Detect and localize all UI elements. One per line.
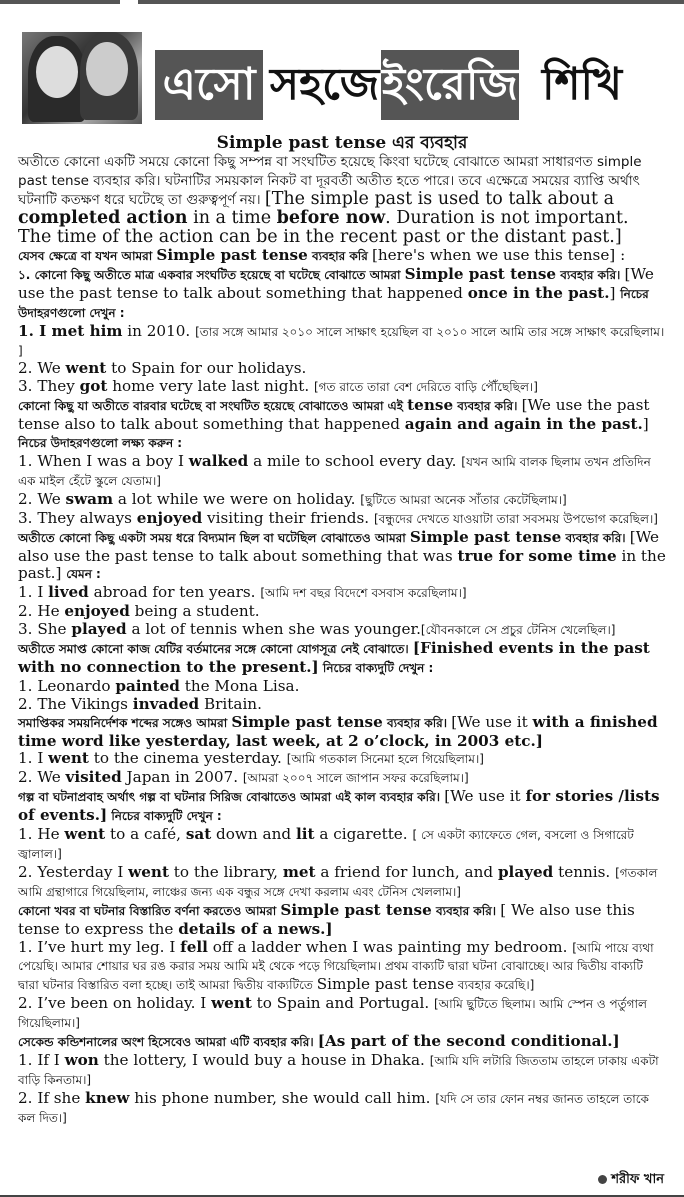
text: [We use it (451, 712, 533, 731)
author-name: শরীফ খান (611, 1172, 664, 1187)
text: [We use it (444, 787, 526, 806)
section-2-heading (18, 397, 666, 453)
text: 2. I’ve been on holiday. I (18, 994, 212, 1013)
text: Simple past tense (156, 246, 308, 264)
text: [যৌবনকালে সে প্রচুর টেনিস খেলেছিল।] (420, 623, 616, 638)
text: his phone number, she would call him. (129, 1088, 436, 1107)
text: 2. Yesterday I (18, 862, 129, 881)
text: কোনো খবর বা ঘটনার বিস্তারিত বর্ণনা করতেও আমরা (18, 903, 281, 918)
text: [We use the past tense also to talk about something that happened (18, 396, 650, 434)
text: Simple past tense (409, 527, 562, 546)
text: lit (295, 825, 315, 844)
article-body (18, 152, 666, 1128)
text: enjoyed (64, 602, 130, 621)
text: Simple past tense (404, 264, 557, 283)
example-line (18, 1090, 666, 1128)
example-line (18, 323, 666, 361)
text: [here's when we use this tense] : (371, 246, 626, 264)
text: [বন্ধুদের দেখতে যাওয়াটা তারা সবসময় উপভোগ করেছিল।] (373, 511, 658, 526)
text: a lot of tennis when she was younger. (126, 620, 421, 639)
text: [We use the past tense to talk about something that happened (18, 264, 654, 302)
text: to Spain and Portugal. (251, 994, 434, 1013)
text: visited (65, 768, 122, 787)
example-line (18, 769, 666, 788)
text: Simple past tense (280, 900, 432, 919)
text: tense (407, 396, 454, 415)
text: 2. The Vikings (18, 694, 133, 713)
text: কোনো কিছু যা অতীতে বারবার ঘটেছে বা সংঘটিত হয়েছে বোঝাতেও আমরা এই (18, 399, 408, 414)
text: got (79, 377, 108, 396)
example-line (18, 678, 666, 696)
text: a lot while we were on holiday. (113, 489, 361, 508)
text: 1. I (18, 583, 49, 602)
text: the Mona Lisa. (179, 676, 300, 695)
text: [যখন আমি বালক ছিলাম তখন প্রতিদিন এক মাইল হেঁটে স্কুলে যেতাম।] (18, 454, 651, 488)
text: Britain. (199, 694, 262, 713)
text: walked (188, 451, 249, 470)
masthead-word-2: সহজে (270, 59, 380, 110)
text: 1. When I was a boy I (18, 451, 189, 470)
section-7 (18, 902, 666, 1033)
example-line (18, 510, 666, 529)
text: Simple past tense (316, 975, 454, 994)
text: [ We also use this tense to express the (18, 900, 635, 938)
text: down and (211, 825, 296, 844)
example-line (18, 360, 666, 378)
text: to Spain for our holidays. (106, 359, 307, 378)
top-rule-right (138, 0, 684, 4)
article-title: Simple past tense এর ব্যবহার (216, 133, 468, 153)
text: ব্যবহার করি। (382, 715, 452, 730)
author-signature (598, 1170, 664, 1191)
example-line (18, 378, 666, 397)
text: [আমি ছুটিতে ছিলাম। আমি স্পেন ও পর্তুগাল গিয়েছিলাম।] (18, 997, 647, 1031)
section-4 (18, 640, 666, 714)
text: went (65, 359, 107, 378)
text: swam (65, 489, 114, 508)
intro-en-1: [The simple past is used to talk about a (264, 189, 615, 209)
text: গল্প বা ঘটনাপ্রবাহ অর্থাৎ গল্প বা ঘটনার সিরিজ বোঝাতেও আমরা এই কাল ব্যবহার করি। (18, 790, 445, 805)
intro-en-bold-2: before now (276, 208, 386, 228)
text: Simple past tense (231, 712, 383, 731)
example-line (18, 453, 666, 491)
text: [আমরা ২০০৭ সালে জাপান সফর করেছিলাম।] (242, 771, 469, 786)
text: যেমন : (66, 567, 101, 582)
text: in 2010. (122, 321, 196, 340)
section-7-heading (18, 902, 666, 939)
text: 1. He (18, 825, 65, 844)
section-4-heading (18, 640, 666, 678)
header-photo (22, 32, 142, 124)
top-rule (0, 0, 684, 6)
text: true for some time (457, 546, 617, 565)
bullet-icon (598, 1175, 607, 1184)
text: went (128, 862, 169, 881)
example-line (18, 584, 666, 603)
text: নিচের বাক্যদুটি দেখুন : (318, 660, 434, 675)
text: went (48, 749, 89, 768)
section-5 (18, 714, 666, 789)
example-line (18, 826, 666, 864)
intro-en-3: . Duration is not important. The time of the action can be in the recent past or the distant past.] (18, 208, 629, 247)
section-6-heading (18, 788, 666, 826)
text: ব্যবহার করি। (556, 267, 625, 282)
text: 2. If she (18, 1088, 86, 1107)
section-1-heading (18, 247, 666, 266)
text: যেসব ক্ষেত্রে বা যখন আমরা (18, 249, 157, 263)
section-3 (18, 529, 666, 640)
text: lived (48, 583, 89, 602)
example-line (18, 491, 666, 510)
text: অতীতে সমাপ্ত কোনো কাজ যেটির বর্তমানের সঙ্গে কোনো যোগসূত্র নেই বোঝাতে। (18, 642, 413, 657)
text: painted (115, 676, 180, 695)
section-2 (18, 397, 666, 528)
text: ] (609, 283, 621, 302)
text: sat (185, 825, 212, 844)
text: 3. They (18, 377, 80, 396)
example-line (18, 603, 666, 621)
text: again and again in the past. (404, 415, 643, 434)
text: to the cinema yesterday. (88, 749, 287, 768)
text: 1. If I (18, 1050, 65, 1069)
text: met (282, 862, 316, 881)
section-8-heading (18, 1033, 666, 1052)
text: ব্যবহার করি (307, 249, 372, 263)
example-line (18, 621, 666, 640)
section-5-heading (18, 714, 666, 751)
text: [ সে একটা ক্যাফেতে গেল, বসলো ও সিগারেট জ্বালাল।] (18, 828, 634, 861)
text: নিচের বাক্যদুটি দেখুন : (107, 809, 222, 824)
photo-face-right (86, 42, 128, 96)
text: 2. We (18, 359, 66, 378)
text: [ছুটিতে আমরা অনেক সাঁতার কেটেছিলাম।] (360, 492, 567, 507)
text: [তার সঙ্গে আমার ২০১০ সালে সাক্ষাৎ হয়েছিল বা ২০১০ সালে আমি তার সঙ্গে সাক্ষাৎ করেছিলাম। ] (18, 324, 665, 358)
example-line (18, 1052, 666, 1090)
intro-bangla: অতীতে কোনো একটি সময়ে কোনো কিছু সম্পন্ন বা সংঘটিত হয়েছে কিংবা ঘটেছে বোঝাতে আমরা সাধারণত simple past tense ব্যবহার করি। ঘটনাটির সময়কাল নিকট বা দূরবর্তী অতীত হতে পারে। তবে এক্ষেত্রে সময়ের ব্যাপ্তি অর্থাৎ ঘটনাটি কতক্ষণ ধরে ঘটেছে তা গুরুত্বপূর্ণ নয়। (18, 154, 642, 208)
text: 3. They always (18, 508, 137, 527)
text: [গত রাতে তারা বেশ দেরিতে বাড়ি পৌঁছেছিল।] (313, 380, 538, 395)
text: 1. I (18, 749, 49, 768)
text: invaded (132, 694, 200, 713)
text: in the past.] (18, 546, 666, 583)
masthead-word-1: এসো (155, 50, 263, 120)
text: ] (642, 415, 649, 434)
example-line (18, 750, 666, 769)
masthead-word-3: ইংরেজি (381, 50, 519, 120)
text: played (71, 620, 127, 639)
text: নিচের উদাহরণগুলো দেখুন : (18, 286, 649, 320)
text: [আমি দশ বছর বিদেশে বসবাস করেছিলাম।] (260, 586, 467, 601)
section-1 (18, 247, 666, 397)
text: the lottery, I would buy a house in Dhaka. (98, 1050, 430, 1069)
text: to a café, (105, 825, 186, 844)
text: সমাপ্তিকর সময়নির্দেশক শব্দের সঙ্গেও আমরা (18, 715, 232, 730)
masthead (0, 10, 684, 122)
text: abroad for ten years. (88, 583, 261, 602)
text: ব্যবহার করি। (431, 903, 501, 918)
text: ব্যবহার করি। (561, 530, 630, 545)
text: won (64, 1050, 99, 1069)
section-6 (18, 788, 666, 901)
text: Japan in 2007. (121, 768, 243, 787)
section-3-heading (18, 529, 666, 585)
section-1-rule (18, 266, 666, 323)
example-line (18, 864, 666, 902)
text: ব্যবহার করেছি।] (453, 978, 535, 993)
intro-en-bold-1: completed action (18, 208, 188, 228)
text: tennis. (553, 862, 616, 881)
example-line (18, 939, 666, 996)
example-line (18, 995, 666, 1033)
text: ব্যবহার করি। (453, 399, 522, 414)
text: ১. কোনো কিছু অতীতে মাত্র একবার সংঘটিত হয়েছে বা ঘটেছে বোঝাতে আমরা (18, 267, 405, 282)
text: to the library, (168, 862, 283, 881)
text: [As part of the second conditional.] (317, 1032, 620, 1051)
text: 1. Leonardo (18, 676, 116, 695)
text: 1. (18, 321, 40, 340)
text: fell (180, 937, 208, 956)
text: knew (85, 1088, 130, 1107)
intro-en-2: in a time (187, 208, 277, 228)
text: a friend for lunch, and (315, 862, 498, 881)
text: a mile to school every day. (248, 451, 462, 470)
text: নিচের উদাহরণগুলো লক্ষ্য করুন : (18, 436, 183, 451)
photo-face-left (36, 46, 78, 98)
text: played (497, 862, 554, 881)
text: went (211, 994, 252, 1013)
text: [আমি যদি লটারি জিততাম তাহলে ঢাকায় একটা বাড়ি কিনতাম।] (18, 1053, 659, 1087)
text: enjoyed (136, 508, 203, 527)
section-8 (18, 1033, 666, 1128)
text: [আমি পায়ে ব্যথা পেয়েছি। আমার শোয়ার ঘর রঙ করার সময় আমি মই থেকে পড়ে গিয়েছিলাম। প্রথম বাক্যটি দ্বারা ঘটনা বোঝাচ্ছে। আর দ্বিতীয় বাক্যটি দ্বারা ঘটনার বিস্তারিত বলা হচ্ছে। তাই আমরা দ্বিতীয় বাক্যটিতে (18, 940, 654, 993)
text: went (64, 825, 106, 844)
text: [যদি সে তার ফোন নম্বর জানত তাহলে তাকে কল দিত।] (18, 1091, 649, 1125)
top-rule-left (0, 0, 120, 4)
example-line (18, 696, 666, 714)
text: [Finished events in the past with no connection to the present.] (18, 639, 650, 676)
text: [আমি গতকাল সিনেমা হলে গিয়েছিলাম।] (286, 752, 484, 767)
text: with a finished time word like yesterday, last week, at 2 o’clock, in 2003 etc.] (18, 712, 658, 750)
text: 3. She (18, 620, 72, 639)
text: I met him (39, 321, 123, 340)
masthead-word-4: শিখি (541, 59, 623, 110)
text: সেকেন্ড কন্ডিশনালের অংশ হিসেবেও আমরা এটি ব্যবহার করি। (18, 1035, 318, 1050)
text: details of a news.] (178, 919, 333, 938)
text: a cigarette. (314, 825, 413, 844)
text: visiting their friends. (202, 508, 374, 527)
text: 2. We (18, 489, 66, 508)
text: [গতকাল আমি গ্রন্থাগারে গিয়েছিলাম, লাঞ্চের জন্য এক বন্ধুর সঙ্গে দেখা করলাম এবং টেনিস খেললাম।] (18, 865, 658, 899)
text: home very late last night. (107, 377, 314, 396)
text: 2. He (18, 602, 65, 621)
text: অতীতে কোনো কিছু একটা সময় ধরে বিদ্যমান ছিল বা ঘটেছিল বোঝাতেও আমরা (18, 530, 410, 545)
text: 2. We (18, 768, 66, 787)
text: 1. I’ve hurt my leg. I (18, 937, 181, 956)
text: once in the past. (467, 283, 610, 302)
text: for stories /lists of events.] (18, 787, 660, 825)
text: off a ladder when I was painting my bedroom. (207, 937, 573, 956)
text: [We also use the past tense to talk about something that was (18, 527, 660, 565)
intro-paragraph (18, 152, 666, 247)
text: being a student. (129, 602, 260, 621)
